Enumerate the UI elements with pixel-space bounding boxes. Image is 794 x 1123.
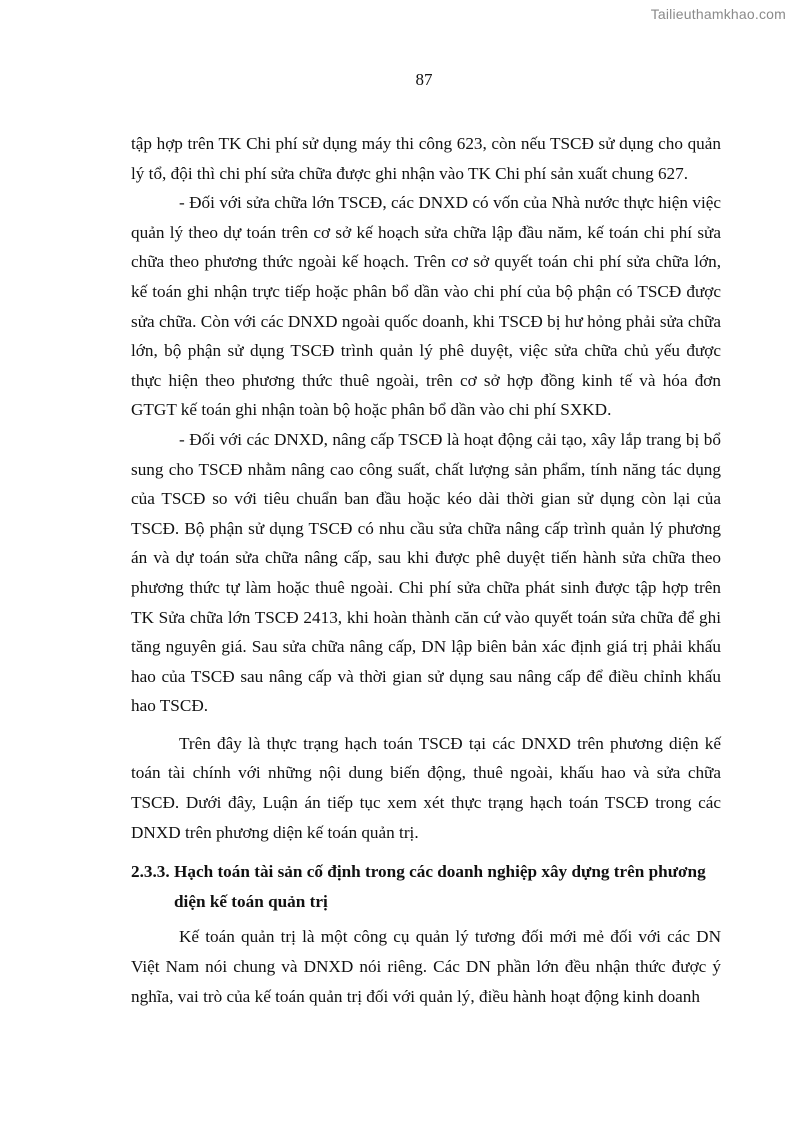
- page-number: 87: [415, 70, 433, 89]
- paragraph-continuation: tập hợp trên TK Chi phí sử dụng máy thi công 623, còn nếu TSCĐ sử dụng cho quản lý tổ, đội thì chi phí sửa chữa được ghi nhận vào TK Chi phí sản xuất chung 627.: [131, 134, 721, 183]
- paragraph-major-repair: - Đối với sửa chữa lớn TSCĐ, các DNXD có vốn của Nhà nước thực hiện việc quản lý theo dự toán trên cơ sở kế hoạch sửa chữa lập đầu năm, kế toán chi phí sửa chữa theo phương thức ngoài kế hoạch. Trên cơ sở quyết toán chi phí sửa chữa lớn, kế toán ghi nhận trực tiếp hoặc phân bổ dần vào chi phí của bộ phận có TSCĐ được sửa chữa. Còn với các DNXD ngoài quốc doanh, khi TSCĐ bị hư hỏng phải sửa chữa lớn, bộ phận sử dụng TSCĐ trình quản lý phê duyệt, việc sửa chữa chủ yếu được thực hiện theo phương thức thuê ngoài, trên cơ sở hợp đồng kinh tế và hóa đơn GTGT kế toán ghi nhận toàn bộ hoặc phân bổ dần vào chi phí SXKD.: [131, 193, 721, 420]
- paragraph-summary: Trên đây là thực trạng hạch toán TSCĐ tại các DNXD trên phương diện kế toán tài chính với những nội dung biến động, thuê ngoài, khấu hao và sửa chữa TSCĐ. Dưới đây, Luận án tiếp tục xem xét thực trạng hạch toán TSCĐ trong các DNXD trên phương diện kế toán quản trị.: [131, 733, 721, 842]
- watermark-text: Tailieuthamkhao.com: [650, 6, 786, 22]
- section-heading: [131, 857, 721, 916]
- section-number: 2.3.3.: [131, 862, 170, 882]
- paragraph-upgrade: - Đối với các DNXD, nâng cấp TSCĐ là hoạt động cải tạo, xây lắp trang bị bổ sung cho TSCĐ nhằm nâng cao công suất, chất lượng sản phẩm, tính năng tác dụng của TSCĐ so với tiêu chuẩn ban đầu hoặc kéo dài thời gian sử dụng còn lại của TSCĐ. Bộ phận sử dụng TSCĐ có nhu cầu sửa chữa nâng cấp trình quản lý phương án và dự toán sửa chữa nâng cấp, sau khi được phê duyệt tiến hành sửa chữa theo phương thức tự làm hoặc thuê ngoài. Chi phí sửa chữa phát sinh được tập hợp trên TK Sửa chữa lớn TSCĐ 2413, khi hoàn thành căn cứ vào quyết toán sửa chữa để ghi tăng nguyên giá. Sau sửa chữa nâng cấp, DN lập biên bản xác định giá trị phải khấu hao của TSCĐ sau nâng cấp và thời gian sử dụng sau nâng cấp để điều chỉnh khấu hao TSCĐ.: [131, 429, 721, 716]
- paragraph-management-accounting: Kế toán quản trị là một công cụ quản lý tương đối mới mẻ đối với các DN Việt Nam nói chung và DNXD nói riêng. Các DN phần lớn đều nhận thức được ý nghĩa, vai trò của kế toán quản trị đối với quản lý, điều hành hoạt động kinh doanh: [131, 927, 721, 1006]
- document-body: [131, 129, 721, 1011]
- section-title: Hạch toán tài sản cố định trong các doanh nghiệp xây dựng trên phương diện kế toán quản trị: [174, 862, 706, 911]
